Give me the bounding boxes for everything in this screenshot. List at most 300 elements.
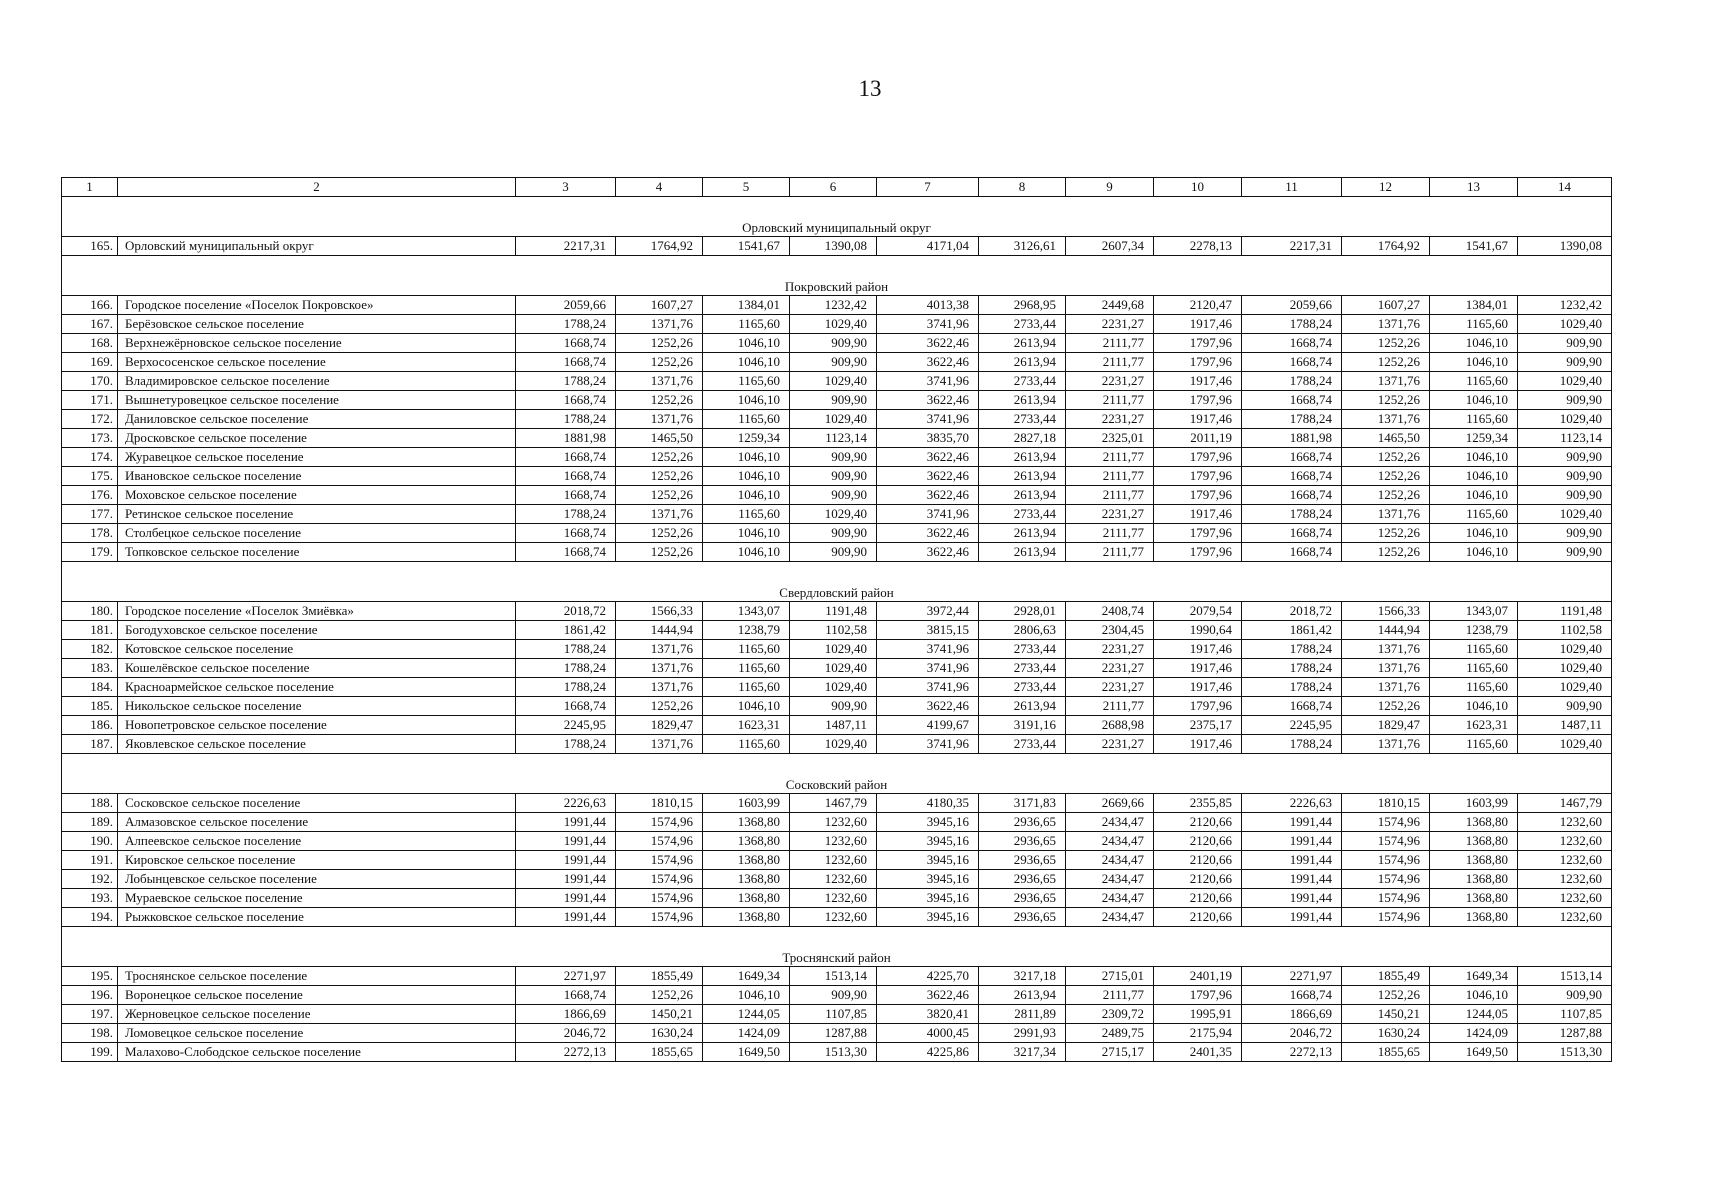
group-title: Свердловский район — [62, 562, 1612, 602]
value-cell: 909,90 — [1518, 353, 1612, 372]
value-cell: 1855,65 — [1342, 1043, 1430, 1062]
value-cell: 1991,44 — [516, 889, 616, 908]
value-cell: 909,90 — [1518, 448, 1612, 467]
value-cell: 2613,94 — [979, 697, 1066, 716]
settlement-name-cell: Мураевское сельское поселение — [118, 889, 516, 908]
value-cell: 1232,60 — [1518, 851, 1612, 870]
table-row — [62, 621, 1612, 640]
value-cell: 1191,48 — [790, 602, 877, 621]
row-number-cell: 199. — [62, 1043, 118, 1062]
value-cell: 1029,40 — [790, 410, 877, 429]
value-cell: 1855,49 — [616, 967, 703, 986]
value-cell: 1046,10 — [703, 353, 790, 372]
table-row — [62, 505, 1612, 524]
value-cell: 1165,60 — [1430, 735, 1518, 754]
value-cell: 1424,09 — [703, 1024, 790, 1043]
value-cell: 1029,40 — [790, 315, 877, 334]
value-cell: 1238,79 — [1430, 621, 1518, 640]
row-number-cell: 174. — [62, 448, 118, 467]
value-cell: 1046,10 — [1430, 391, 1518, 410]
value-cell: 2079,54 — [1154, 602, 1242, 621]
value-cell: 1995,91 — [1154, 1005, 1242, 1024]
settlement-name-cell: Столбецкое сельское поселение — [118, 524, 516, 543]
value-cell: 909,90 — [790, 486, 877, 505]
value-cell: 1797,96 — [1154, 334, 1242, 353]
value-cell: 2811,89 — [979, 1005, 1066, 1024]
settlement-name-cell: Троснянское сельское поселение — [118, 967, 516, 986]
value-cell: 2401,35 — [1154, 1043, 1242, 1062]
value-cell: 2271,97 — [516, 967, 616, 986]
value-cell: 3622,46 — [877, 353, 979, 372]
value-cell: 1165,60 — [703, 372, 790, 391]
value-cell: 1244,05 — [1430, 1005, 1518, 1024]
value-cell: 1252,26 — [616, 697, 703, 716]
value-cell: 2231,27 — [1066, 735, 1154, 754]
value-cell: 2408,74 — [1066, 602, 1154, 621]
value-cell: 1029,40 — [790, 678, 877, 697]
value-cell: 1029,40 — [1518, 505, 1612, 524]
value-cell: 2715,01 — [1066, 967, 1154, 986]
value-cell: 909,90 — [790, 524, 877, 543]
value-cell: 1371,76 — [1342, 505, 1430, 524]
row-number-cell: 176. — [62, 486, 118, 505]
value-cell: 2806,63 — [979, 621, 1066, 640]
group-header-row — [62, 256, 1612, 296]
value-cell: 1991,44 — [1242, 908, 1342, 927]
value-cell: 1368,80 — [1430, 851, 1518, 870]
value-cell: 3622,46 — [877, 467, 979, 486]
row-number-cell: 191. — [62, 851, 118, 870]
value-cell: 1607,27 — [616, 296, 703, 315]
value-cell: 2059,66 — [1242, 296, 1342, 315]
value-cell: 1252,26 — [1342, 486, 1430, 505]
value-cell: 2271,97 — [1242, 967, 1342, 986]
value-cell: 2231,27 — [1066, 315, 1154, 334]
value-cell: 1029,40 — [1518, 372, 1612, 391]
group-header-row — [62, 562, 1612, 602]
value-cell: 1574,96 — [616, 908, 703, 927]
value-cell: 1029,40 — [1518, 735, 1612, 754]
value-cell: 1252,26 — [1342, 986, 1430, 1005]
value-cell: 1513,30 — [790, 1043, 877, 1062]
value-cell: 1232,42 — [790, 296, 877, 315]
value-cell: 1368,80 — [703, 832, 790, 851]
value-cell: 1238,79 — [703, 621, 790, 640]
value-cell: 1123,14 — [790, 429, 877, 448]
column-number-cell: 10 — [1154, 178, 1242, 197]
column-number-cell: 4 — [616, 178, 703, 197]
value-cell: 1252,26 — [616, 543, 703, 562]
settlement-name-cell: Рыжковское сельское поселение — [118, 908, 516, 927]
table-row — [62, 697, 1612, 716]
row-number-cell: 190. — [62, 832, 118, 851]
value-cell: 2011,19 — [1154, 429, 1242, 448]
value-cell: 1252,26 — [616, 467, 703, 486]
value-cell: 2669,66 — [1066, 794, 1154, 813]
value-cell: 1630,24 — [616, 1024, 703, 1043]
value-cell: 1368,80 — [703, 870, 790, 889]
value-cell: 2607,34 — [1066, 237, 1154, 256]
value-cell: 2226,63 — [516, 794, 616, 813]
value-cell: 1991,44 — [1242, 813, 1342, 832]
value-cell: 4225,70 — [877, 967, 979, 986]
value-cell: 2688,98 — [1066, 716, 1154, 735]
value-cell: 1029,40 — [1518, 659, 1612, 678]
value-cell: 909,90 — [790, 697, 877, 716]
value-cell: 2272,13 — [516, 1043, 616, 1062]
column-number-cell: 3 — [516, 178, 616, 197]
value-cell: 1368,80 — [1430, 832, 1518, 851]
value-cell: 1046,10 — [703, 986, 790, 1005]
value-cell: 1371,76 — [1342, 410, 1430, 429]
value-cell: 1788,24 — [1242, 640, 1342, 659]
row-number-cell: 181. — [62, 621, 118, 640]
value-cell: 1368,80 — [1430, 870, 1518, 889]
value-cell: 1371,76 — [616, 678, 703, 697]
table-row — [62, 296, 1612, 315]
table-row — [62, 1024, 1612, 1043]
value-cell: 909,90 — [1518, 391, 1612, 410]
value-cell: 2489,75 — [1066, 1024, 1154, 1043]
table-row — [62, 851, 1612, 870]
row-number-cell: 168. — [62, 334, 118, 353]
value-cell: 1252,26 — [1342, 334, 1430, 353]
settlement-name-cell: Алпеевское сельское поселение — [118, 832, 516, 851]
value-cell: 909,90 — [1518, 697, 1612, 716]
value-cell: 1107,85 — [790, 1005, 877, 1024]
value-cell: 2046,72 — [516, 1024, 616, 1043]
row-number-cell: 166. — [62, 296, 118, 315]
value-cell: 2936,65 — [979, 908, 1066, 927]
value-cell: 2120,66 — [1154, 813, 1242, 832]
value-cell: 1668,74 — [516, 467, 616, 486]
value-cell: 2272,13 — [1242, 1043, 1342, 1062]
table-row — [62, 315, 1612, 334]
table-row — [62, 353, 1612, 372]
value-cell: 2936,65 — [979, 870, 1066, 889]
value-cell: 2733,44 — [979, 410, 1066, 429]
table-row — [62, 870, 1612, 889]
value-cell: 1917,46 — [1154, 678, 1242, 697]
value-cell: 1574,96 — [616, 813, 703, 832]
settlement-name-cell: Ивановское сельское поселение — [118, 467, 516, 486]
value-cell: 1165,60 — [703, 659, 790, 678]
value-cell: 909,90 — [1518, 334, 1612, 353]
value-cell: 1232,60 — [790, 851, 877, 870]
value-cell: 4180,35 — [877, 794, 979, 813]
column-number-cell: 12 — [1342, 178, 1430, 197]
settlement-name-cell: Ломовецкое сельское поселение — [118, 1024, 516, 1043]
value-cell: 1797,96 — [1154, 697, 1242, 716]
value-cell: 2111,77 — [1066, 986, 1154, 1005]
value-cell: 1797,96 — [1154, 391, 1242, 410]
value-cell: 1371,76 — [1342, 659, 1430, 678]
settlement-name-cell: Даниловское сельское поселение — [118, 410, 516, 429]
value-cell: 3815,15 — [877, 621, 979, 640]
row-number-cell: 182. — [62, 640, 118, 659]
value-cell: 2613,94 — [979, 543, 1066, 562]
value-cell: 2111,77 — [1066, 391, 1154, 410]
value-cell: 1788,24 — [1242, 410, 1342, 429]
value-cell: 3622,46 — [877, 391, 979, 410]
value-cell: 2120,66 — [1154, 889, 1242, 908]
value-cell: 1668,74 — [516, 986, 616, 1005]
value-cell: 1991,44 — [516, 813, 616, 832]
table-row — [62, 524, 1612, 543]
value-cell: 1574,96 — [616, 851, 703, 870]
table-row — [62, 889, 1612, 908]
value-cell: 1797,96 — [1154, 543, 1242, 562]
settlement-name-cell: Красноармейское сельское поселение — [118, 678, 516, 697]
value-cell: 1102,58 — [1518, 621, 1612, 640]
value-cell: 1541,67 — [703, 237, 790, 256]
table-row — [62, 678, 1612, 697]
value-cell: 1252,26 — [1342, 543, 1430, 562]
value-cell: 1343,07 — [1430, 602, 1518, 621]
value-cell: 1797,96 — [1154, 986, 1242, 1005]
value-cell: 2120,66 — [1154, 908, 1242, 927]
value-cell: 1424,09 — [1430, 1024, 1518, 1043]
value-cell: 3835,70 — [877, 429, 979, 448]
value-cell: 1371,76 — [616, 659, 703, 678]
value-cell: 1788,24 — [1242, 315, 1342, 334]
value-cell: 1368,80 — [703, 813, 790, 832]
value-cell: 1232,60 — [790, 832, 877, 851]
column-number-cell: 1 — [62, 178, 118, 197]
value-cell: 1788,24 — [516, 505, 616, 524]
value-cell: 3741,96 — [877, 315, 979, 334]
row-number-cell: 194. — [62, 908, 118, 927]
value-cell: 1046,10 — [1430, 524, 1518, 543]
value-cell: 1371,76 — [1342, 678, 1430, 697]
value-cell: 1649,50 — [703, 1043, 790, 1062]
value-cell: 1029,40 — [790, 640, 877, 659]
value-cell: 2217,31 — [516, 237, 616, 256]
value-cell: 3191,16 — [979, 716, 1066, 735]
value-cell: 1046,10 — [1430, 697, 1518, 716]
value-cell: 1165,60 — [703, 505, 790, 524]
value-cell: 2111,77 — [1066, 486, 1154, 505]
value-cell: 1829,47 — [616, 716, 703, 735]
value-cell: 2733,44 — [979, 659, 1066, 678]
value-cell: 1368,80 — [1430, 889, 1518, 908]
value-cell: 1450,21 — [1342, 1005, 1430, 1024]
settlement-name-cell: Яковлевское сельское поселение — [118, 735, 516, 754]
value-cell: 1574,96 — [1342, 908, 1430, 927]
value-cell: 2928,01 — [979, 602, 1066, 621]
value-cell: 1165,60 — [1430, 372, 1518, 391]
value-cell: 1046,10 — [703, 486, 790, 505]
value-cell: 1102,58 — [790, 621, 877, 640]
value-cell: 1764,92 — [1342, 237, 1430, 256]
value-cell: 1623,31 — [1430, 716, 1518, 735]
value-cell: 1649,34 — [703, 967, 790, 986]
value-cell: 3945,16 — [877, 889, 979, 908]
value-cell: 909,90 — [1518, 986, 1612, 1005]
value-cell: 2111,77 — [1066, 697, 1154, 716]
value-cell: 1917,46 — [1154, 505, 1242, 524]
table-row — [62, 334, 1612, 353]
value-cell: 909,90 — [790, 391, 877, 410]
value-cell: 1390,08 — [790, 237, 877, 256]
value-cell: 1917,46 — [1154, 372, 1242, 391]
value-cell: 1797,96 — [1154, 486, 1242, 505]
value-cell: 2231,27 — [1066, 505, 1154, 524]
group-title: Покровский район — [62, 256, 1612, 296]
table-row — [62, 967, 1612, 986]
value-cell: 1574,96 — [616, 889, 703, 908]
value-cell: 1465,50 — [1342, 429, 1430, 448]
value-cell: 2111,77 — [1066, 353, 1154, 372]
value-cell: 1668,74 — [1242, 334, 1342, 353]
value-cell: 909,90 — [790, 353, 877, 372]
row-number-cell: 189. — [62, 813, 118, 832]
table-row — [62, 1043, 1612, 1062]
value-cell: 1881,98 — [1242, 429, 1342, 448]
value-cell: 1232,60 — [1518, 832, 1612, 851]
table-row — [62, 391, 1612, 410]
value-cell: 1368,80 — [703, 889, 790, 908]
value-cell: 1029,40 — [1518, 410, 1612, 429]
value-cell: 1371,76 — [616, 505, 703, 524]
value-cell: 1371,76 — [616, 735, 703, 754]
value-cell: 1797,96 — [1154, 353, 1242, 372]
value-cell: 1788,24 — [1242, 372, 1342, 391]
value-cell: 1788,24 — [1242, 678, 1342, 697]
table-row — [62, 486, 1612, 505]
value-cell: 1917,46 — [1154, 640, 1242, 659]
value-cell: 2733,44 — [979, 505, 1066, 524]
settlement-name-cell: Сосковское сельское поселение — [118, 794, 516, 813]
value-cell: 2613,94 — [979, 986, 1066, 1005]
value-cell: 1165,60 — [1430, 505, 1518, 524]
value-cell: 1487,11 — [790, 716, 877, 735]
value-cell: 1252,26 — [616, 353, 703, 372]
value-cell: 1232,60 — [1518, 908, 1612, 927]
value-cell: 1371,76 — [616, 372, 703, 391]
value-cell: 2120,66 — [1154, 851, 1242, 870]
column-number-cell: 13 — [1430, 178, 1518, 197]
value-cell: 1252,26 — [1342, 697, 1430, 716]
value-cell: 1165,60 — [1430, 659, 1518, 678]
value-cell: 1232,60 — [790, 889, 877, 908]
value-cell: 2434,47 — [1066, 851, 1154, 870]
row-number-cell: 171. — [62, 391, 118, 410]
value-cell: 1764,92 — [616, 237, 703, 256]
value-cell: 2111,77 — [1066, 524, 1154, 543]
value-cell: 1668,74 — [1242, 353, 1342, 372]
value-cell: 1259,34 — [1430, 429, 1518, 448]
value-cell: 909,90 — [790, 448, 877, 467]
value-cell: 1165,60 — [1430, 410, 1518, 429]
value-cell: 2733,44 — [979, 372, 1066, 391]
value-cell: 1810,15 — [1342, 794, 1430, 813]
settlement-name-cell: Жерновецкое сельское поселение — [118, 1005, 516, 1024]
value-cell: 1861,42 — [516, 621, 616, 640]
value-cell: 1165,60 — [703, 735, 790, 754]
value-cell: 3945,16 — [877, 851, 979, 870]
value-cell: 1917,46 — [1154, 735, 1242, 754]
group-header-row — [62, 197, 1612, 237]
value-cell: 2355,85 — [1154, 794, 1242, 813]
value-cell: 2018,72 — [1242, 602, 1342, 621]
value-cell: 2325,01 — [1066, 429, 1154, 448]
value-cell: 2231,27 — [1066, 659, 1154, 678]
value-cell: 2715,17 — [1066, 1043, 1154, 1062]
group-header-row — [62, 754, 1612, 794]
value-cell: 1259,34 — [703, 429, 790, 448]
value-cell: 3741,96 — [877, 735, 979, 754]
value-cell: 1287,88 — [790, 1024, 877, 1043]
value-cell: 1029,40 — [790, 735, 877, 754]
settlement-name-cell: Кошелёвское сельское поселение — [118, 659, 516, 678]
value-cell: 1866,69 — [1242, 1005, 1342, 1024]
settlement-name-cell: Городское поселение «Поселок Змиёвка» — [118, 602, 516, 621]
value-cell: 2111,77 — [1066, 448, 1154, 467]
value-cell: 1029,40 — [790, 505, 877, 524]
value-cell: 1046,10 — [703, 391, 790, 410]
table-row — [62, 986, 1612, 1005]
row-number-cell: 197. — [62, 1005, 118, 1024]
row-number-cell: 185. — [62, 697, 118, 716]
value-cell: 4000,45 — [877, 1024, 979, 1043]
settlement-name-cell: Кировское сельское поселение — [118, 851, 516, 870]
value-cell: 1991,44 — [516, 832, 616, 851]
value-cell: 2309,72 — [1066, 1005, 1154, 1024]
value-cell: 1574,96 — [616, 870, 703, 889]
settlement-name-cell: Никольское сельское поселение — [118, 697, 516, 716]
value-cell: 1368,80 — [703, 851, 790, 870]
value-cell: 1623,31 — [703, 716, 790, 735]
value-cell: 1917,46 — [1154, 659, 1242, 678]
tariff-table — [61, 177, 1612, 1062]
settlement-name-cell: Котовское сельское поселение — [118, 640, 516, 659]
column-number-cell: 7 — [877, 178, 979, 197]
value-cell: 1232,60 — [790, 870, 877, 889]
value-cell: 1046,10 — [703, 448, 790, 467]
value-cell: 909,90 — [790, 467, 877, 486]
row-number-cell: 167. — [62, 315, 118, 334]
value-cell: 1287,88 — [1518, 1024, 1612, 1043]
value-cell: 4013,38 — [877, 296, 979, 315]
value-cell: 1566,33 — [1342, 602, 1430, 621]
value-cell: 1467,79 — [790, 794, 877, 813]
value-cell: 2231,27 — [1066, 372, 1154, 391]
value-cell: 3741,96 — [877, 678, 979, 697]
row-number-cell: 169. — [62, 353, 118, 372]
value-cell: 1165,60 — [703, 410, 790, 429]
value-cell: 2231,27 — [1066, 410, 1154, 429]
row-number-cell: 180. — [62, 602, 118, 621]
value-cell: 1244,05 — [703, 1005, 790, 1024]
settlement-name-cell: Владимировское сельское поселение — [118, 372, 516, 391]
value-cell: 3741,96 — [877, 372, 979, 391]
value-cell: 1165,60 — [703, 315, 790, 334]
value-cell: 2401,19 — [1154, 967, 1242, 986]
value-cell: 1861,42 — [1242, 621, 1342, 640]
settlement-name-cell: Дросковское сельское поселение — [118, 429, 516, 448]
value-cell: 909,90 — [1518, 543, 1612, 562]
value-cell: 1881,98 — [516, 429, 616, 448]
row-number-cell: 175. — [62, 467, 118, 486]
value-cell: 2231,27 — [1066, 678, 1154, 697]
row-number-cell: 196. — [62, 986, 118, 1005]
group-header-row — [62, 927, 1612, 967]
table-row — [62, 640, 1612, 659]
column-number-cell: 9 — [1066, 178, 1154, 197]
value-cell: 2304,45 — [1066, 621, 1154, 640]
table-row — [62, 429, 1612, 448]
